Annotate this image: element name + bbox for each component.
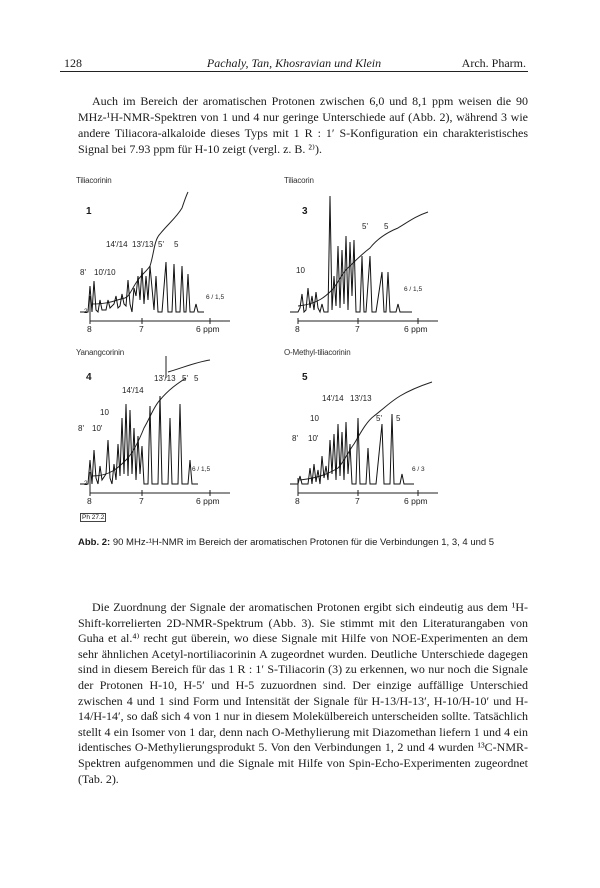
spectrum-3 xyxy=(278,176,478,344)
axis-tick: 8 xyxy=(295,324,300,334)
main-paragraph xyxy=(78,600,528,787)
axis-tick: 6 ppm xyxy=(404,324,428,334)
axis-tick: 6 ppm xyxy=(404,496,428,506)
spectrum-trace xyxy=(278,348,478,516)
spectrum-trace xyxy=(278,176,478,344)
spectrum-4 xyxy=(70,348,270,516)
peak-label: 5' xyxy=(362,222,368,231)
axis-tick: 8 xyxy=(87,496,92,506)
peak-label: 14'/14 xyxy=(106,240,128,249)
page-number: 128 xyxy=(64,56,82,70)
peak-label: 10 xyxy=(100,408,109,417)
peak-label: 10' xyxy=(308,434,319,443)
intro-paragraph xyxy=(78,93,528,157)
axis-tick: 7 xyxy=(355,496,360,506)
journal-name: Arch. Pharm. xyxy=(461,56,526,70)
nmr-figure xyxy=(70,176,550,521)
axis-tick: 7 xyxy=(139,496,144,506)
running-header xyxy=(60,52,528,72)
axis-tick: 7 xyxy=(355,324,360,334)
header-rule xyxy=(60,71,528,72)
left-mark: 2 xyxy=(84,308,88,315)
peak-label: 10 xyxy=(310,414,319,423)
figure-caption xyxy=(78,536,528,549)
spectrum-name: Tiliacorinin xyxy=(76,176,112,185)
integral-label: 6 / 1,5 xyxy=(206,294,225,301)
peak-label: 5' xyxy=(182,374,188,383)
spectrum-5 xyxy=(278,348,478,516)
peak-label: 8' xyxy=(78,424,84,433)
left-mark: 2 xyxy=(84,480,88,487)
peak-label: 5 xyxy=(396,414,401,423)
axis-tick: 8 xyxy=(295,496,300,506)
integral-label: 6 / 1,5 xyxy=(404,286,423,293)
peak-label: 5 xyxy=(174,240,179,249)
peak-label: 5' xyxy=(158,240,164,249)
peak-label: 14'/14 xyxy=(122,386,144,395)
spectrum-name: Tiliacorin xyxy=(284,176,314,185)
peak-label: 10'/10 xyxy=(94,268,116,277)
peak-label: 13'/13 xyxy=(154,374,176,383)
peak-label: 14'/14 xyxy=(322,394,344,403)
compound-number: 5 xyxy=(302,372,308,383)
axis-tick: 8 xyxy=(87,324,92,334)
compound-number: 1 xyxy=(86,206,92,217)
compound-number: 3 xyxy=(302,206,308,217)
caption-label: Abb. 2: xyxy=(78,537,111,548)
integral-label: 6 / 1,5 xyxy=(192,466,211,473)
peak-label: 8' xyxy=(292,434,298,443)
integral-label: 6 / 3 xyxy=(412,466,425,473)
peak-label: 13'/13 xyxy=(132,240,154,249)
axis-tick: 7 xyxy=(139,324,144,334)
axis-tick: 6 ppm xyxy=(196,324,220,334)
compound-number: 4 xyxy=(86,372,92,383)
caption-text: 90 MHz-¹H-NMR im Bereich der aromatischen Protonen für die Verbindungen 1, 3, 4 und 5 xyxy=(110,537,495,548)
axis-tick: 6 ppm xyxy=(196,496,220,506)
main-paragraph-text: Die Zuordnung der Signale der aromatischen Protonen ergibt sich eindeutig aus dem ¹H-Shift-korrelierten 2D-NMR-Spektrum (Abb. 3). Sie stimmt mit den Literaturangaben von Guha et al.⁴⁾ recht gut überein, wo diese Signale mit Hilfe von NOE-Experimenten an dem sehr ähnlichen Acetyl-nortiliacorinin A zugeordnet wurden. Deutliche Unterschiede dagegen sind in diesem Bereich für das 1 R : 1′ S-Tiliacorin (3) zu erkennen, wo nur noch die Signale der Protonen H-10, H-5′ und H-5 zuzuordnen sind. Der einzige auffällige Unterschied zwischen 4 und 1 sind Form und Intensität der Signale für H-13/H-13′, H-10/H-10′ und H-14/H-14′, so daß sich 4 von 1 nur in diesem Molekülbereich unterscheiden sollte. Tatsächlich stellt 4 ein Isomer von 1 dar, denn nach O-Methylierung mit Diazomethan liefern 1 und 4 ein identisches O-Methylierungsprodukt 5. Von den Verbindungen 1, 2 und 4 wurden ¹³C-NMR-Spektren aufgenommen und die Signale mit Hilfe von Spin-Echo-Experimenten zugeordnet (Tab. 2). xyxy=(78,600,528,786)
spectrum-1 xyxy=(70,176,270,344)
running-authors: Pachaly, Tan, Khosravian und Klein xyxy=(206,56,382,70)
peak-label: 10 xyxy=(296,266,305,275)
peak-label: 13'/13 xyxy=(350,394,372,403)
figure-code: Ph 27.2 xyxy=(82,514,105,521)
peak-label: 5' xyxy=(376,414,382,423)
intro-paragraph-text: Auch im Bereich der aromatischen Protonen zwischen 6,0 und 8,1 ppm weisen die 90 MHz-¹H-NMR-Spektren von 1 und 4 nur geringe Unterschiede auf (Abb. 2), während 3 wie andere Tiliacora-alkaloide dieses Typs mit 1 R : 1′ S-Konfiguration ein charakteristisches Signal bei 7.93 ppm für H-10 zeigt (vergl. z. B. ²⁾). xyxy=(78,94,528,156)
peak-label: 10' xyxy=(92,424,103,433)
peak-label: 5 xyxy=(194,374,199,383)
spectrum-name: Yanangcorinin xyxy=(76,348,124,357)
spectrum-trace xyxy=(70,176,270,344)
spectrum-name: O-Methyl-tiliacorinin xyxy=(284,348,351,357)
peak-label: 8' xyxy=(80,268,86,277)
peak-label: 5 xyxy=(384,222,389,231)
